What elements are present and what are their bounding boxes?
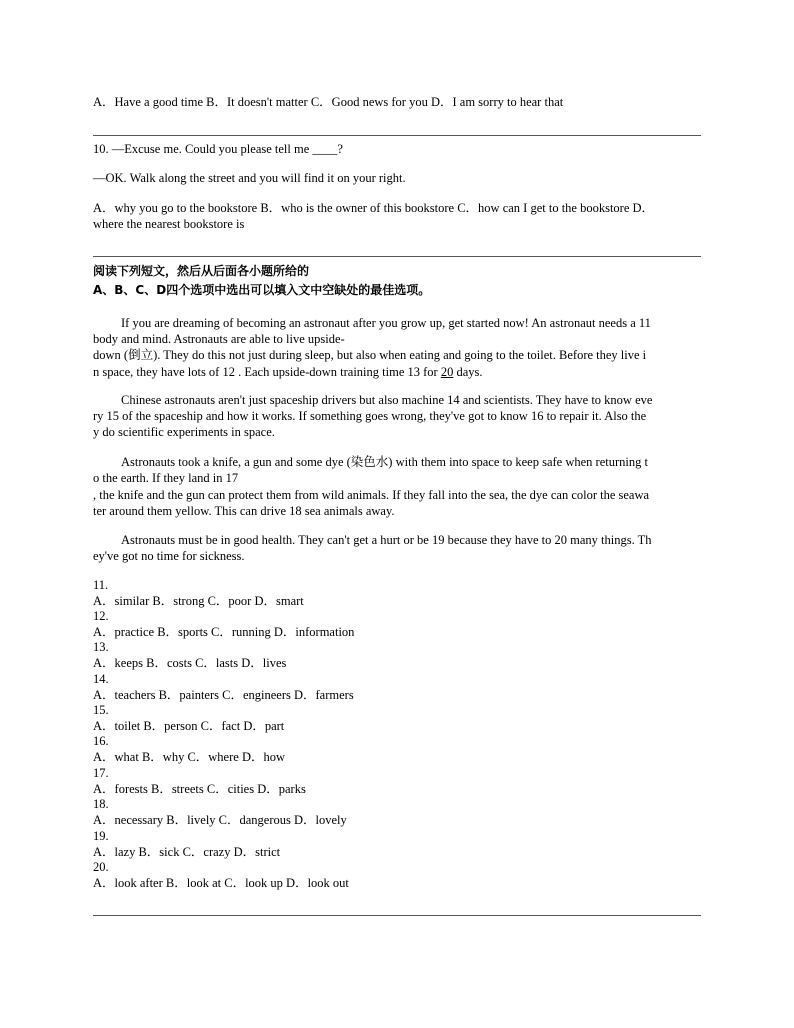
question-number: 17. xyxy=(93,766,109,780)
question-options: A．keeps B．costs C．lasts D．lives xyxy=(93,656,287,670)
question-number: 19. xyxy=(93,829,109,843)
question-number: 11. xyxy=(93,578,109,592)
question-number: 14. xyxy=(93,672,109,686)
passage-p4-line1: Astronauts must be in good health. They can't get a hurt or be 19 because they have to 20 many things. Th xyxy=(121,533,652,547)
passage-p3-line3: , the knife and the gun can protect them from wild animals. If they fall into the sea, the dye can color the seawa xyxy=(93,488,650,502)
divider xyxy=(93,915,701,916)
q10-stem: 10. —Excuse me. Could you please tell me ____? xyxy=(93,142,343,156)
question-number: 13. xyxy=(93,640,109,654)
q9-options: A．Have a good time B．It doesn't matter C．Good news for you D．I am sorry to hear that xyxy=(93,95,564,109)
passage-p2-line1: Chinese astronauts aren't just spaceship drivers but also machine 14 and scientists. They have to know eve xyxy=(121,393,653,407)
q10-options-line1: A．why you go to the bookstore B．who is the owner of this bookstore C．how can I get to the bookstore D． xyxy=(93,201,655,215)
underlined-number: 20 xyxy=(440,365,454,379)
question-options: A．look after B．look at C．look up D．look out xyxy=(93,876,349,890)
passage-p3-line1: Astronauts took a knife, a gun and some dye (染色水) with them into space to keep safe when returning t xyxy=(121,455,648,469)
question-number: 20. xyxy=(93,860,109,874)
passage-p1-line1: If you are dreaming of becoming an astronaut after you grow up, get started now! An astronaut needs a 11 xyxy=(121,316,651,330)
question-options: A．practice B．sports C．running D．information xyxy=(93,625,355,639)
divider xyxy=(93,135,701,136)
question-number: 15. xyxy=(93,703,109,717)
passage-p1-line3: down (倒立). They do this not just during sleep, but also when eating and going to the toilet. Before they live i xyxy=(93,348,647,362)
q10-options-line2: where the nearest bookstore is xyxy=(93,217,245,231)
section-heading-line2: A、B、C、D四个选项中选出可以填入文中空缺处的最佳选项。 xyxy=(93,283,431,297)
passage-p4-line2: ey've got no time for sickness. xyxy=(93,549,245,563)
question-options: A．similar B．strong C．poor D．smart xyxy=(93,594,304,608)
passage-p2-line3: y do scientific experiments in space. xyxy=(93,425,275,439)
question-number: 12. xyxy=(93,609,109,623)
question-number: 18. xyxy=(93,797,109,811)
question-options: A．forests B．streets C．cities D．parks xyxy=(93,782,306,796)
q10-reply: —OK. Walk along the street and you will find it on your right. xyxy=(93,171,406,185)
passage-p2-line2: ry 15 of the spaceship and how it works. If something goes wrong, they've got to know 16 to repair it. Also the xyxy=(93,409,647,423)
section-heading-line1: 阅读下列短文，然后从后面各小题所给的 xyxy=(93,264,310,278)
question-options: A．toilet B．person C．fact D．part xyxy=(93,719,285,733)
passage-p1-line2: body and mind. Astronauts are able to live upside- xyxy=(93,332,345,346)
passage-p3-line4: ter around them yellow. This can drive 18 sea animals away. xyxy=(93,504,395,518)
passage-p1-line4: n space, they have lots of 12 . Each upside-down training time 13 for 20 days. xyxy=(93,365,483,379)
question-options: A．necessary B．lively C．dangerous D．lovely xyxy=(93,813,347,827)
question-options: A．teachers B．painters C．engineers D．farmers xyxy=(93,688,354,702)
passage-p3-line2: o the earth. If they land in 17 xyxy=(93,471,239,485)
question-options: A．lazy B．sick C．crazy D．strict xyxy=(93,845,281,859)
question-options: A．what B．why C．where D．how xyxy=(93,750,285,764)
question-number: 16. xyxy=(93,734,109,748)
divider xyxy=(93,256,701,257)
